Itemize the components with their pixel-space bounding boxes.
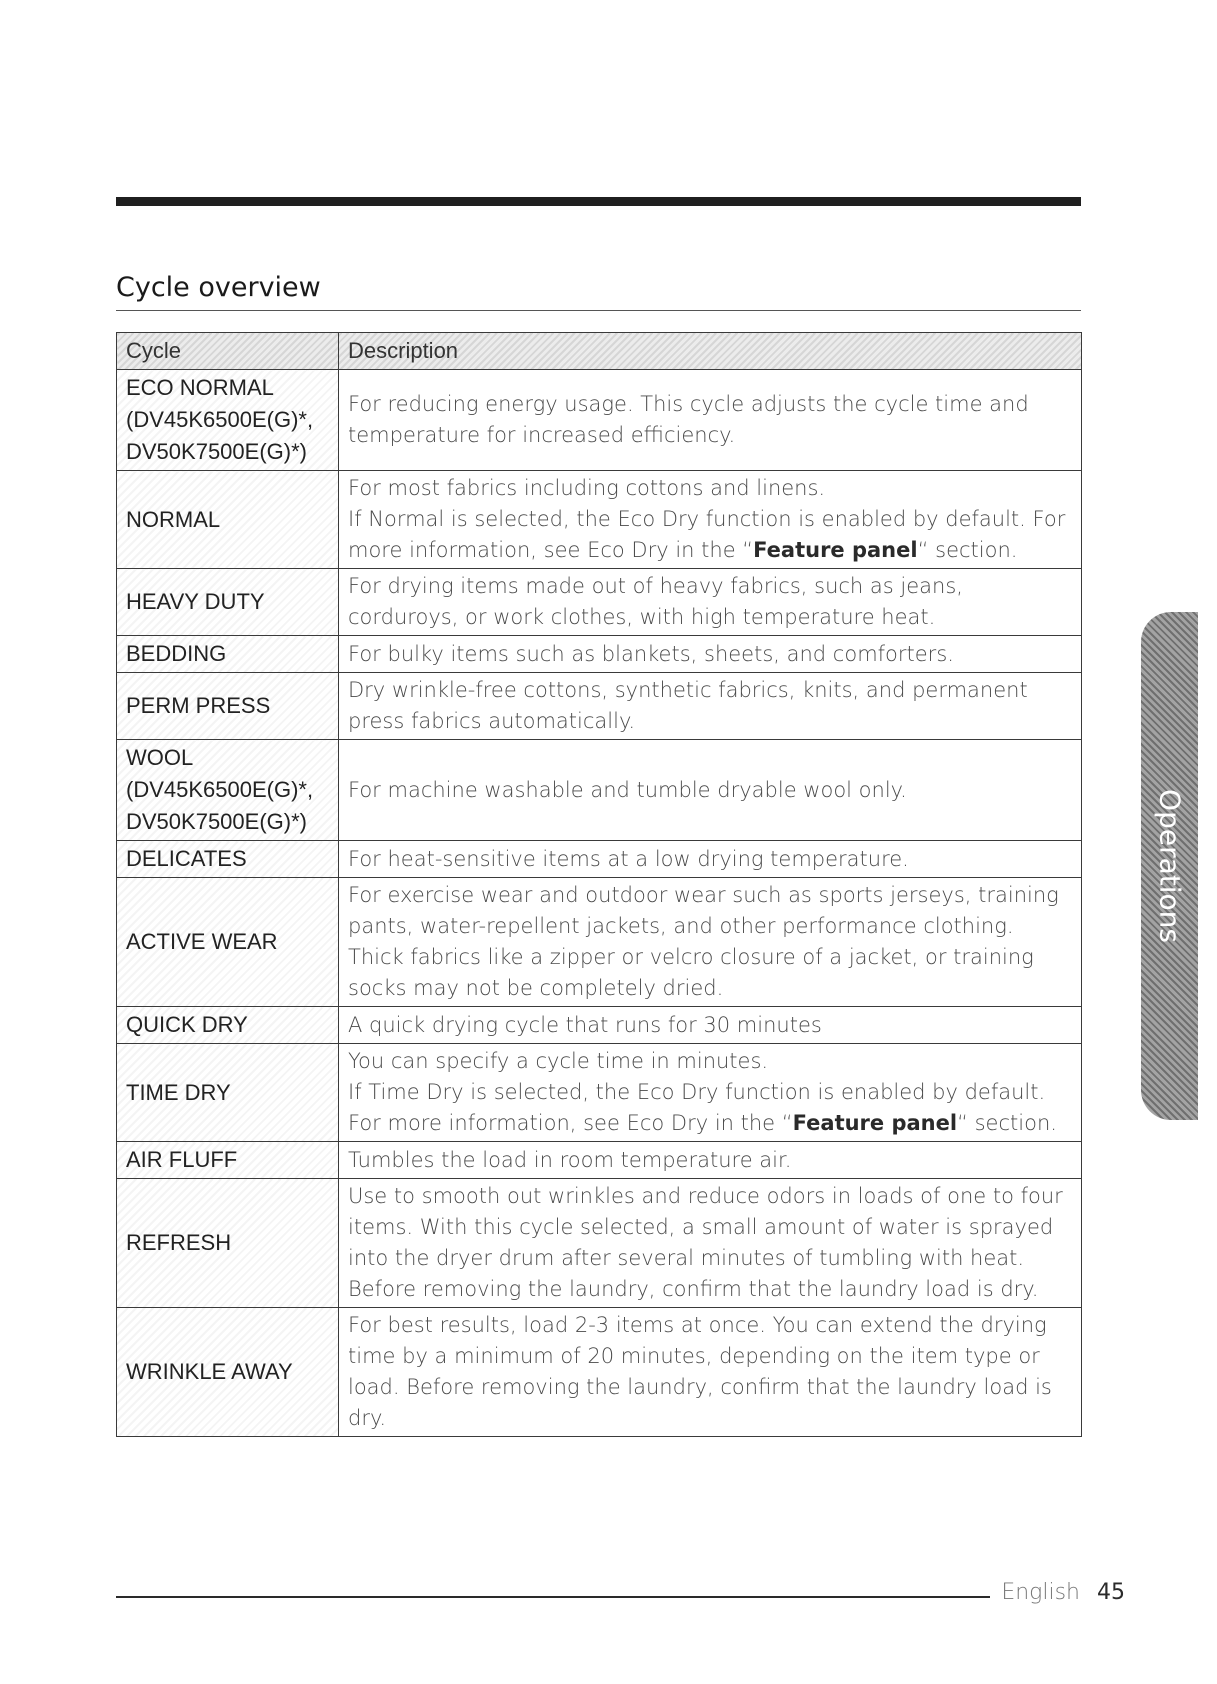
cycle-name-cell [117, 471, 339, 569]
table-header-row [117, 333, 1082, 370]
column-header-cycle: Cycle [117, 333, 339, 370]
description-paragraph [348, 844, 1072, 875]
description-paragraph [348, 1145, 1072, 1176]
cycle-name-cell [117, 878, 339, 1007]
cycle-name-line: ACTIVE WEAR [126, 929, 278, 954]
description-text: Thick fabrics like a zipper or velcro closure of a jacket, or training socks may not be completely dried. [348, 945, 1034, 1000]
description-text: If Normal is selected, the Eco Dry function is enabled by default. For more information, see Eco Dry in the “ [348, 507, 1066, 562]
cycle-name-line: (DV45K6500E(G)*, [126, 777, 314, 802]
description-paragraph [348, 880, 1072, 942]
cycle-description-cell [339, 471, 1082, 569]
description-text: A quick drying cycle that runs for 30 minutes [348, 1012, 822, 1037]
description-text: You can specify a cycle time in minutes. [348, 1049, 769, 1073]
page-footer [1001, 1580, 1125, 1605]
cycle-name-cell [117, 636, 339, 673]
description-text: For exercise wear and outdoor wear such as sports jerseys, training pants, water-repellent jackets, and other performance clothing. [348, 883, 1059, 938]
cycle-name-cell [117, 1044, 339, 1142]
description-text: For bulky items such as blankets, sheets, and comforters. [348, 641, 954, 666]
table-row [117, 878, 1082, 1007]
cycle-name-line: BEDDING [126, 641, 227, 666]
cycle-name-line: HEAVY DUTY [126, 589, 265, 614]
table-row [117, 1142, 1082, 1179]
description-paragraph [348, 1010, 1072, 1041]
table-row [117, 841, 1082, 878]
description-paragraph [348, 473, 1072, 504]
description-text: For reducing energy usage. This cycle adjusts the cycle time and temperature for increased efficiency. [348, 392, 1029, 447]
column-header-description: Description [339, 333, 1082, 370]
cycle-name-line: PERM PRESS [126, 693, 271, 718]
description-paragraph [348, 389, 1072, 451]
cycle-description-cell [339, 878, 1082, 1007]
description-text: Tumbles the load in room temperature air. [348, 1147, 792, 1172]
table-row [117, 740, 1082, 841]
table-row [117, 1179, 1082, 1308]
cycle-name-cell [117, 1007, 339, 1044]
cycle-name-cell [117, 673, 339, 740]
description-paragraph [348, 942, 1072, 1004]
footer-divider [116, 1596, 990, 1598]
cycle-name-line: AIR FLUFF [126, 1147, 238, 1172]
cycle-name-cell [117, 370, 339, 471]
cycle-name-cell [117, 1308, 339, 1437]
description-text-suffix: “ section. [957, 1111, 1057, 1135]
description-paragraph [348, 504, 1072, 566]
description-paragraph [348, 675, 1072, 737]
cycle-name-cell [117, 841, 339, 878]
page-number: 45 [1097, 1580, 1125, 1605]
footer-language: English [1001, 1580, 1080, 1605]
cycle-name-line: ECO NORMAL [126, 375, 274, 400]
title-divider [116, 310, 1081, 311]
cycle-description-cell [339, 1142, 1082, 1179]
cycle-name-line: REFRESH [126, 1230, 232, 1255]
description-text: For most fabrics including cottons and linens. [348, 476, 826, 500]
cycle-overview-table [116, 332, 1082, 1437]
feature-panel-reference: Feature panel [753, 538, 918, 562]
cycle-description-cell [339, 673, 1082, 740]
table-row [117, 471, 1082, 569]
description-text: For best results, load 2-3 items at once. You can extend the drying time by a minimum of 20 minutes, depending on the item type or load. Before removing the laundry, confirm that the laundry load is dry. [348, 1313, 1052, 1430]
cycle-description-cell [339, 370, 1082, 471]
cycle-name-line: DV50K7500E(G)*) [126, 809, 307, 834]
cycle-description-cell [339, 1044, 1082, 1142]
table-row [117, 1007, 1082, 1044]
cycle-name-cell [117, 1179, 339, 1308]
cycle-description-cell [339, 841, 1082, 878]
cycle-name-line: QUICK DRY [126, 1012, 248, 1037]
cycle-description-cell [339, 569, 1082, 636]
cycle-name-line: WOOL [126, 745, 194, 770]
table-row [117, 370, 1082, 471]
description-paragraph [348, 571, 1072, 633]
cycle-name-line: DV50K7500E(G)*) [126, 439, 307, 464]
cycle-description-cell [339, 1007, 1082, 1044]
description-paragraph [348, 1077, 1072, 1139]
top-divider [116, 197, 1081, 206]
description-text: For heat-sensitive items at a low drying temperature. [348, 846, 909, 871]
cycle-name-line: TIME DRY [126, 1079, 231, 1105]
table-row [117, 1044, 1082, 1142]
operations-side-tab [1141, 612, 1198, 1120]
cycle-name-cell [117, 569, 339, 636]
description-paragraph [348, 1046, 1072, 1077]
description-paragraph [348, 639, 1072, 670]
description-text: Use to smooth out wrinkles and reduce odors in loads of one to four items. With this cycle selected, a small amount of water is sprayed into the dryer drum after several minutes of tumbling with heat. Before removing the laundry, confirm that the laundry load is dry. [348, 1184, 1063, 1301]
cycle-name-line: DELICATES [126, 846, 247, 871]
cycle-description-cell [339, 636, 1082, 673]
cycle-name-line: WRINKLE AWAY [126, 1359, 293, 1384]
description-text: Dry wrinkle-free cottons, synthetic fabrics, knits, and permanent press fabrics automatically. [348, 678, 1028, 733]
table-row [117, 569, 1082, 636]
side-tab-label: Operations [1153, 789, 1186, 943]
description-text-suffix: “ section. [917, 538, 1018, 562]
description-paragraph [348, 1310, 1072, 1434]
table-row [117, 636, 1082, 673]
page-title: Cycle overview [116, 272, 321, 303]
table-row [117, 1308, 1082, 1437]
description-text: For machine washable and tumble dryable wool only. [348, 777, 907, 802]
cycle-description-cell [339, 740, 1082, 841]
cycle-name-cell [117, 740, 339, 841]
description-text: If Time Dry is selected, the Eco Dry function is enabled by default. For more information, see Eco Dry in the “ [348, 1080, 1046, 1135]
cycle-description-cell [339, 1308, 1082, 1437]
cycle-name-line: NORMAL [126, 506, 221, 532]
cycle-name-cell [117, 1142, 339, 1179]
cycle-description-cell [339, 1179, 1082, 1308]
description-paragraph [348, 1181, 1072, 1305]
cycle-name-line: (DV45K6500E(G)*, [126, 407, 314, 432]
table-row [117, 673, 1082, 740]
feature-panel-reference: Feature panel [792, 1111, 958, 1135]
description-text: For drying items made out of heavy fabrics, such as jeans, corduroys, or work clothes, with high temperature heat. [348, 574, 963, 629]
description-paragraph [348, 775, 1072, 806]
